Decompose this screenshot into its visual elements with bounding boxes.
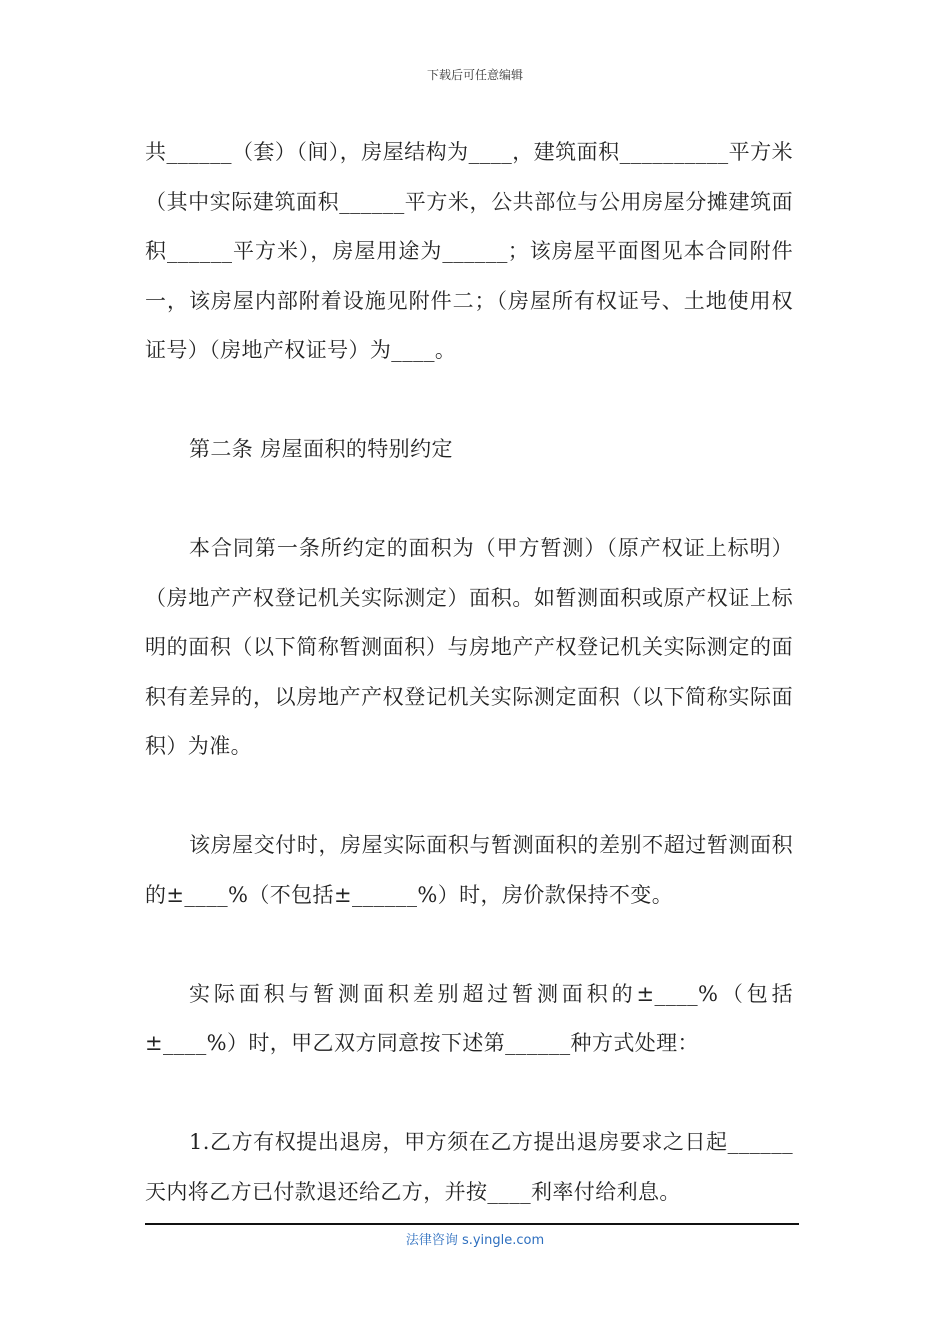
footer-consult-link[interactable]: 法律咨询 s.yingle.com bbox=[405, 1233, 545, 1248]
paragraph-area-excess: 实际面积与暂测面积差别超过暂测面积的±____%（包括±____%）时，甲乙双方同意按下述第______种方式处理： bbox=[145, 981, 793, 1055]
section-heading-article-2: 第二条 房屋面积的特别约定 bbox=[189, 437, 453, 461]
paragraph-option-1: 1.乙方有权提出退房，甲方须在乙方提出退房要求之日起______天内将乙方已付款退还给乙方，并按____利率付给利息。 bbox=[145, 1130, 793, 1204]
paragraph-area-tolerance: 该房屋交付时，房屋实际面积与暂测面积的差别不超过暂测面积的±____%（不包括±______%）时，房价款保持不变。 bbox=[145, 833, 793, 907]
paragraph-spacer bbox=[145, 1069, 793, 1119]
paragraph-property-details: 共______（套）（间），房屋结构为____，建筑面积__________平方米（其中实际建筑面积______平方米，公共部位与公用房屋分摊建筑面积______平方米），房屋用途为______；该房屋平面图见本合同附件一，该房屋内部附着设施见附件二；（房屋所有权证号、土地使用权证号）（房地产权证号）为____。 bbox=[145, 140, 793, 362]
paragraph-spacer bbox=[145, 920, 793, 970]
document-body bbox=[145, 128, 793, 1217]
paragraph-area-agreement: 本合同第一条所约定的面积为（甲方暂测）（原产权证上标明）（房地产产权登记机关实际测定）面积。如暂测面积或原产权证上标明的面积（以下简称暂测面积）与房地产产权登记机关实际测定的面积有差异的，以房地产产权登记机关实际测定面积（以下简称实际面积）为准。 bbox=[145, 536, 793, 758]
paragraph-spacer bbox=[145, 772, 793, 822]
footer-divider bbox=[145, 1223, 799, 1225]
paragraph-spacer bbox=[145, 475, 793, 525]
paragraph-spacer bbox=[145, 376, 793, 426]
page-header: 下载后可任意编辑 bbox=[426, 68, 523, 82]
